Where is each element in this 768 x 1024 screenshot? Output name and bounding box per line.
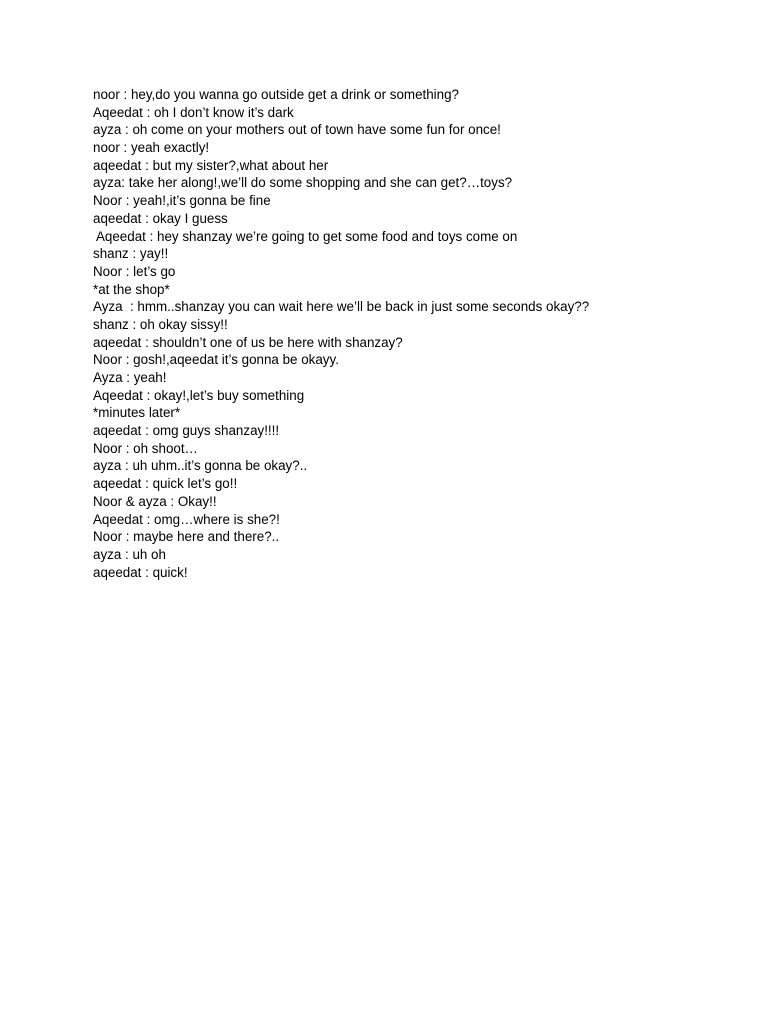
dialogue-line: Noor : yeah!,it’s gonna be fine [93,193,271,209]
dialogue-line: noor : yeah exactly! [93,140,210,156]
dialogue-line: Noor : oh shoot… [93,440,198,456]
dialogue-line: Aqeedat : okay!,let’s buy something [93,387,305,403]
dialogue-line: aqeedat : shouldn’t one of us be here with shanzay? [93,334,403,350]
dialogue-line: Noor : let’s go [93,263,176,279]
dialogue-line: Aqeedat : hey shanzay we’re going to get some food and toys come on [93,228,518,244]
dialogue-line: Aqeedat : oh I don’t know it’s dark [93,104,294,120]
dialogue-line: aqeedat : okay I guess [93,210,228,226]
dialogue-line: aqeedat : quick! [93,564,188,580]
dialogue-line: Aqeedat : omg…where is she?! [93,511,280,527]
dialogue-line: shanz : yay!! [93,246,169,262]
dialogue-text [93,86,733,581]
dialogue-line: aqeedat : quick let’s go!! [93,476,238,492]
scene-direction: *minutes later* [93,405,181,421]
dialogue-line: ayza : uh uhm..it’s gonna be okay?.. [93,458,308,474]
dialogue-line: ayza : uh oh [93,546,166,562]
dialogue-line: Noor : maybe here and there?.. [93,529,280,545]
dialogue-line: ayza : oh come on your mothers out of town have some fun for once! [93,122,501,138]
dialogue-line: Noor : gosh!,aqeedat it’s gonna be okayy. [93,352,339,368]
scene-direction: *at the shop* [93,281,170,297]
dialogue-line: Ayza : yeah! [93,370,167,385]
dialogue-line: ayza: take her along!,we’ll do some shopping and she can get?…toys? [93,175,513,191]
dialogue-line: aqeedat : omg guys shanzay!!!! [93,423,280,439]
dialogue-line: Noor & ayza : Okay!! [93,493,217,509]
dialogue-line: noor : hey,do you wanna go outside get a drink or something? [93,87,459,102]
dialogue-line: Ayza : hmm..shanzay you can wait here we’ll be back in just some seconds okay?? [93,299,590,315]
dialogue-line: aqeedat : but my sister?,what about her [93,157,329,173]
dialogue-line: shanz : oh okay sissy!! [93,316,228,332]
